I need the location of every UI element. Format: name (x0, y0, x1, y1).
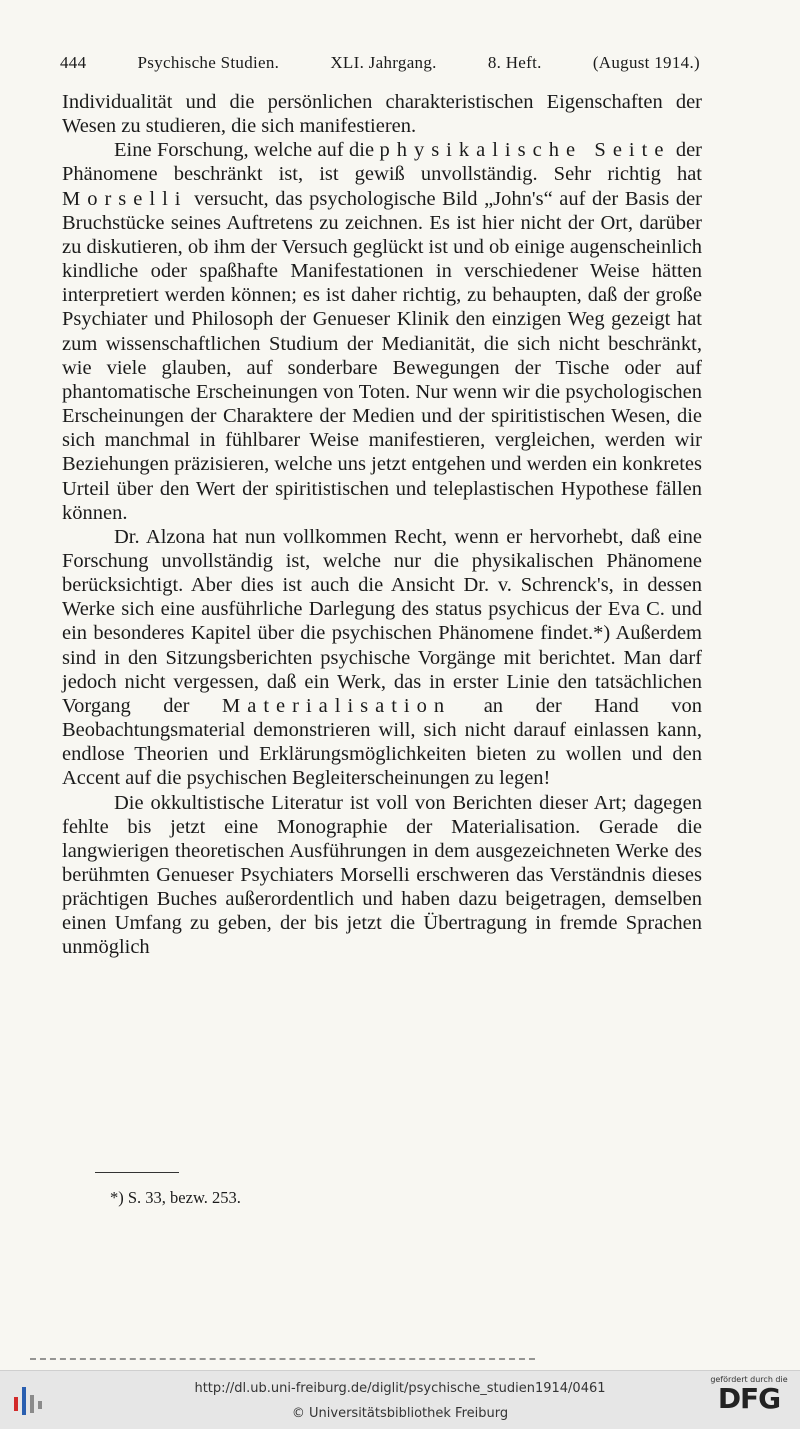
issue-date: (August 1914.) (592, 53, 700, 72)
body-text (62, 90, 702, 960)
paragraph-3 (62, 525, 702, 791)
volume: XLI. Jahrgang. (330, 53, 437, 72)
spaced-emphasis: Materialisation (222, 694, 452, 717)
issue: 8. Heft. (487, 53, 542, 72)
paragraph-2 (62, 138, 702, 525)
paragraph-1: Individualität und die persönlichen charakteristischen Eigenschaften der Wesen zu studieren, die sich manifestieren. (62, 91, 702, 138)
page-number: 444 (60, 53, 87, 72)
dfg-wordmark: DFG (717, 1382, 781, 1415)
footnote: *) S. 33, bezw. 253. (110, 1188, 241, 1207)
scan-edge (30, 1358, 535, 1366)
copyright: © Universitätsbibliothek Freiburg (291, 1406, 509, 1421)
text-run: Eine Forschung, welche auf die (114, 139, 375, 162)
spaced-emphasis: Morselli (62, 187, 188, 210)
footnote-rule (95, 1172, 179, 1173)
text-run: versucht, das psychologische Bild „John's“ auf der Basis der Bruchstücke seines Auftretens zu zeichnen. Es ist hier nicht der Ort, darüber zu diskutieren, ob ihm der Versuch geglückt ist und ob einige augenscheinlich kindliche oder spaßhafte Manifestationen in verschiedener Weise hätten interpretiert werden können; es ist daher richtig, zu behaupten, daß der große Psychiater und Philosoph der Genueser Klinik den einzigen Weg gezeigt hat zum wissenschaftlichen Studium der Medianität, die sich nicht beschränkt, wie viele glauben, auf sonderbare Bewegungen der Tische oder auf phantomatische Erscheinungen von Toten. Nur wenn wir die psychologischen Erscheinungen der Charaktere der Medien und der spiritistischen Wesen, die sich manchmal in fühlbarer Weise manifestieren, vergleichen, werden wir Beziehungen präzisieren, welche uns jetzt entgehen und werden ein konkretes Urteil über den Wert der spiritistischen und teleplastischen Hypothese fällen können. (62, 187, 703, 524)
text-run: Dr. Alzona hat nun vollkommen Recht, wenn er hervorhebt, daß eine Forschung unvollständig ist, welche nur die physikalischen Phänomene berücksichtigt. Aber dies ist auch die Ansicht Dr. v. Schrenck's, in dessen Werke sich eine ausführliche Darlegung des status psychicus der Eva C. und ein besonderes Kapitel über die psychischen Phänomene findet.*) Außerdem sind in den Sitzungsberichten psychische Vorgänge mit berichtet. Man darf jedoch nicht vergessen, daß ein Werk, das in erster Linie den tatsächlichen Vorgang der (62, 525, 702, 717)
text-run: an der Hand von Beobachtungsmaterial demonstrieren will, sich nicht darauf einlassen kann, endlose Theorien und Erklärungsmöglichkeiten bieten zu wollen und den Accent auf die psychischen Begleiterscheinungen zu legen! (62, 694, 703, 790)
spaced-emphasis: physikalische Seite (379, 139, 671, 162)
permalink[interactable]: http://dl.ub.uni-freiburg.de/diglit/psychische_studien1914/0461 (194, 1381, 606, 1396)
dfg-tagline: gefördert durch die (710, 1375, 788, 1384)
running-head (60, 52, 700, 74)
journal-title: Psychische Studien. (137, 53, 280, 72)
viewer-footer (0, 1370, 800, 1429)
dfg-logo (706, 1375, 792, 1414)
text-run: der Phänomene beschränkt ist, ist gewiß unvollständig. Sehr richtig hat (62, 139, 702, 186)
paragraph-4: Die okkultistische Literatur ist voll von Berichten dieser Art; dagegen fehlte bis jetzt eine Monographie der Materialisation. Gerade die langwierigen theoretischen Ausführungen in dem ausgezeichneten Werke des berühmten Genueser Psychiaters Morselli erschweren das Verständnis dieses prächtigen Buches außerordentlich und haben dazu beigetragen, demselben einen Umfang zu geben, der bis jetzt die Übertragung in fremde Sprachen unmöglich (62, 791, 702, 959)
